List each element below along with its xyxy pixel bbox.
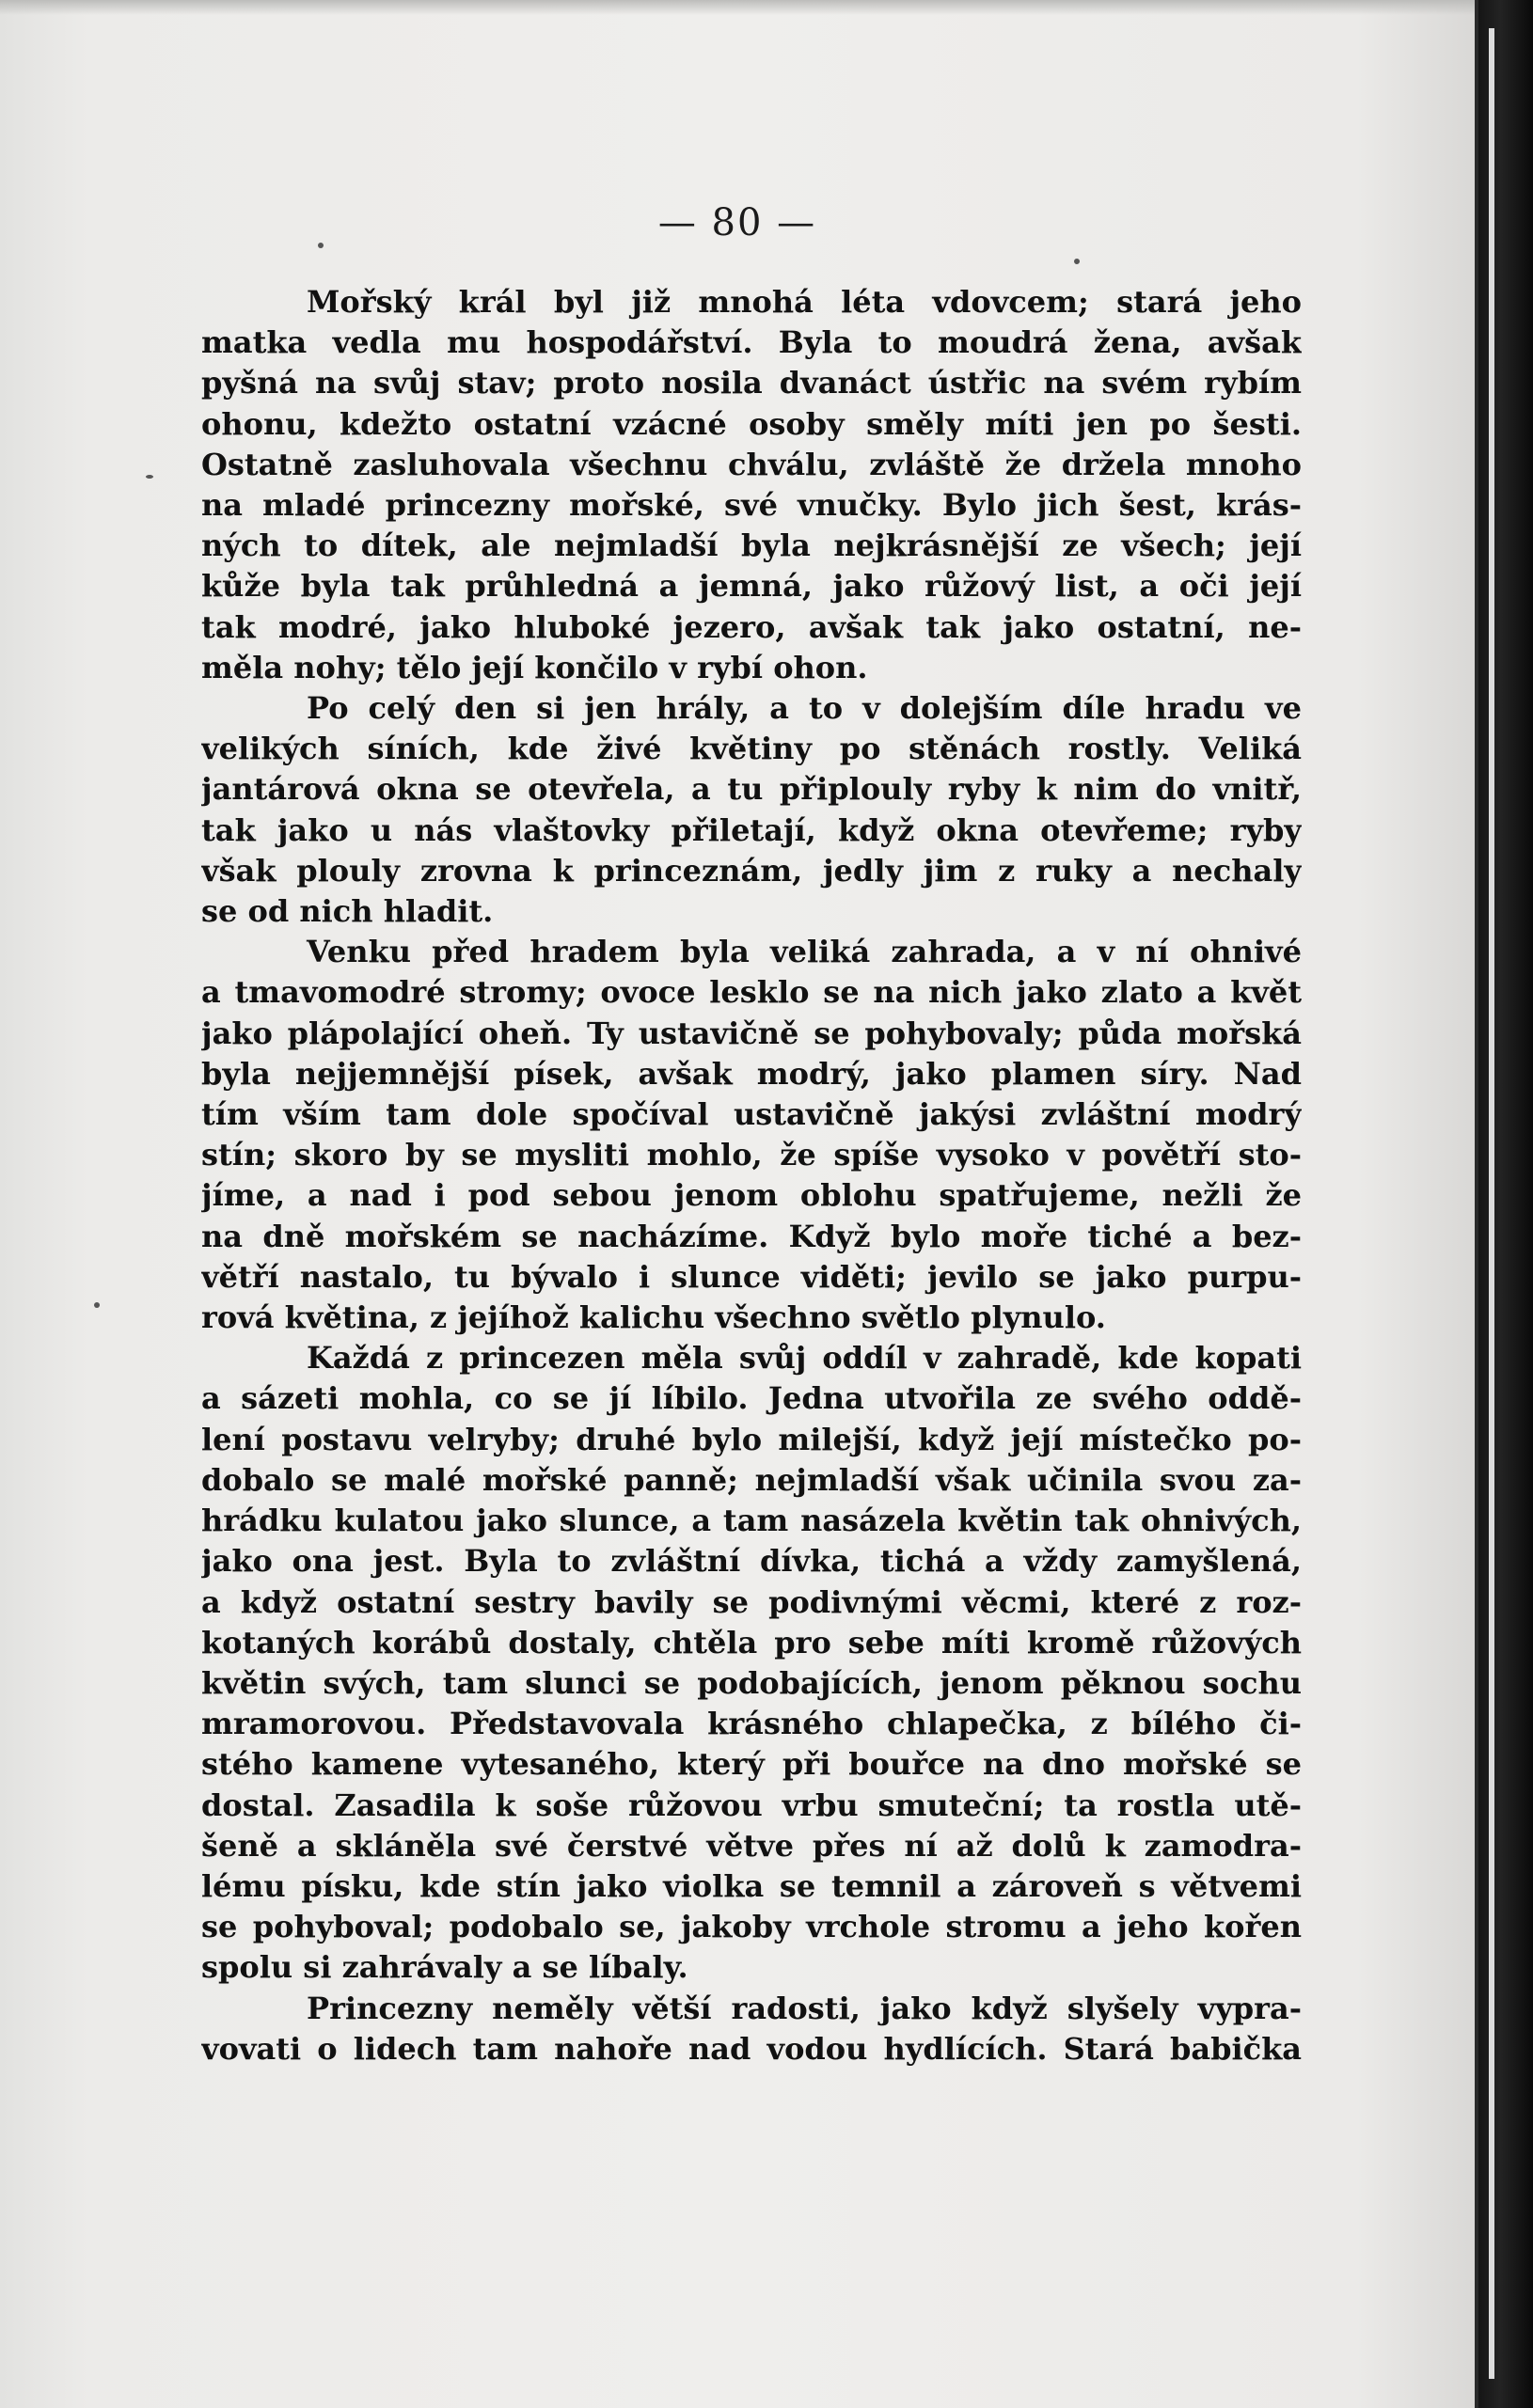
text-line: Princezny neměly větší radosti, jako když slyšely vypra- — [307, 1990, 1302, 2026]
paragraph-4 — [201, 1338, 1302, 1988]
page-number: — 80 — — [657, 201, 817, 244]
book-edge-line — [1489, 28, 1494, 2379]
book-edge-shadow — [1478, 0, 1533, 2408]
text-line: Po celý den si jen hrály, a to v dolejším díle hradu ve — [307, 690, 1302, 727]
text-line: ohonu, kdežto ostatní vzácné osoby směly míti jen po šesti. — [201, 405, 1302, 442]
text-line: Venku před hradem byla veliká zahrada, a v ní ohnivé — [307, 934, 1302, 970]
text-line: jantárová okna se otevřela, a tu připlouly ryby k nim do vnitř, — [201, 771, 1302, 808]
paper-speck — [146, 475, 153, 479]
text-line: větří nastalo, tu bývalo i slunce viděti; jevilo se jako purpu- — [201, 1258, 1302, 1295]
paper-speck — [318, 243, 324, 248]
text-line: se pohyboval; podobalo se, jakoby vrchole stromu a jeho kořen — [201, 1909, 1302, 1945]
text-line: hrádku kulatou jako slunce, a tam nasázela květin tak ohnivých, — [201, 1503, 1302, 1539]
text-line: lému písku, kde stín jako violka se temnil a zároveň s větvemi — [201, 1867, 1302, 1904]
text-line: spolu si zahrávaly a se líbaly. — [201, 1949, 688, 1986]
text-line: Ostatně zasluhovala všechnu chválu, zvláště že držela mnoho — [201, 446, 1302, 482]
text-line: šeně a skláněla své čerstvé větve přes ní až dolů k zamodra- — [201, 1827, 1302, 1864]
text-line: a když ostatní sestry bavily se podivnými věcmi, které z roz- — [201, 1583, 1302, 1620]
text-line: Mořský král byl již mnohá léta vdovcem; stará jeho — [307, 284, 1302, 320]
body-text — [201, 282, 1302, 2070]
text-line: mramorovou. Představovala krásného chlapečka, z bílého či- — [201, 1706, 1302, 1742]
text-line: dostal. Zasadila k soše růžovou vrbu smuteční; ta rostla utě- — [201, 1786, 1302, 1823]
text-line: květin svých, tam slunci se podobajících, jenom pěknou sochu — [201, 1664, 1302, 1701]
text-line: kůže byla tak průhledná a jemná, jako růžový list, a oči její — [201, 568, 1302, 605]
text-line: ných to dítek, ale nejmladší byla nejkrásnější ze všech; její — [201, 527, 1302, 564]
page-top-shadow — [0, 0, 1475, 15]
paper-speck — [1074, 259, 1080, 264]
text-line: však plouly zrovna k princeznám, jedly jim z ruky a nechaly — [201, 852, 1302, 889]
text-line: tak jako u nás vlaštovky přiletají, když okna otevřeme; ryby — [201, 811, 1302, 848]
text-line: na dně mořském se nacházíme. Když bylo moře tiché a bez- — [201, 1218, 1302, 1254]
text-line: vovati o lidech tam nahoře nad vodou hydlících. Stará babička — [201, 2030, 1302, 2067]
text-line: matka vedla mu hospodářství. Byla to moudrá žena, avšak — [201, 324, 1302, 361]
text-line: jako ona jest. Byla to zvláštní dívka, tichá a vždy zamyšlená, — [201, 1543, 1302, 1580]
text-line: stého kamene vytesaného, který při bouřce na dno mořské se — [201, 1746, 1302, 1783]
text-line: měla nohy; tělo její končilo v rybí ohon. — [201, 649, 868, 685]
text-line: pyšná na svůj stav; proto nosila dvanáct ústřic na svém rybím — [201, 365, 1302, 401]
paper-speck — [94, 1302, 100, 1308]
text-line: byla nejjemnější písek, avšak modrý, jako plamen síry. Nad — [201, 1055, 1302, 1092]
paragraph-1 — [201, 282, 1302, 688]
text-line: velikých síních, kde živé květiny po stěnách rostly. Veliká — [201, 731, 1302, 767]
text-line: jako plápolající oheň. Ty ustavičně se pohybovaly; půda mořská — [201, 1015, 1302, 1051]
text-line: na mladé princezny mořské, své vnučky. Bylo jich šest, krás- — [201, 487, 1302, 524]
text-line: dobalo se malé mořské panně; nejmladší však učinila svou za- — [201, 1461, 1302, 1498]
text-line: jíme, a nad i pod sebou jenom oblohu spatřujeme, nežli že — [201, 1177, 1302, 1214]
text-line: lení postavu velryby; druhé bylo milejší, když její místečko po- — [201, 1421, 1302, 1457]
text-line: tak modré, jako hluboké jezero, avšak tak jako ostatní, ne- — [201, 608, 1302, 645]
text-line: se od nich hladit. — [201, 893, 494, 930]
text-line: kotaných korábů dostaly, chtěla pro sebe míti kromě růžových — [201, 1624, 1302, 1660]
text-line: stín; skoro by se mysliti mohlo, že spíše vysoko v povětří sto- — [201, 1137, 1302, 1173]
text-line: rová květina, z jejíhož kalichu všechno světlo plynulo. — [201, 1299, 1106, 1336]
text-line: a tmavomodré stromy; ovoce lesklo se na nich jako zlato a květ — [201, 974, 1302, 1011]
paragraph-5 — [201, 1989, 1302, 2070]
paragraph-3 — [201, 932, 1302, 1338]
text-line: Každá z princezen měla svůj oddíl v zahradě, kde kopati — [307, 1340, 1302, 1377]
text-line: tím vším tam dole spočíval ustavičně jakýsi zvláštní modrý — [201, 1096, 1302, 1133]
paragraph-2 — [201, 688, 1302, 932]
text-line: a sázeti mohla, co se jí líbilo. Jedna utvořila ze svého oddě- — [201, 1380, 1302, 1417]
